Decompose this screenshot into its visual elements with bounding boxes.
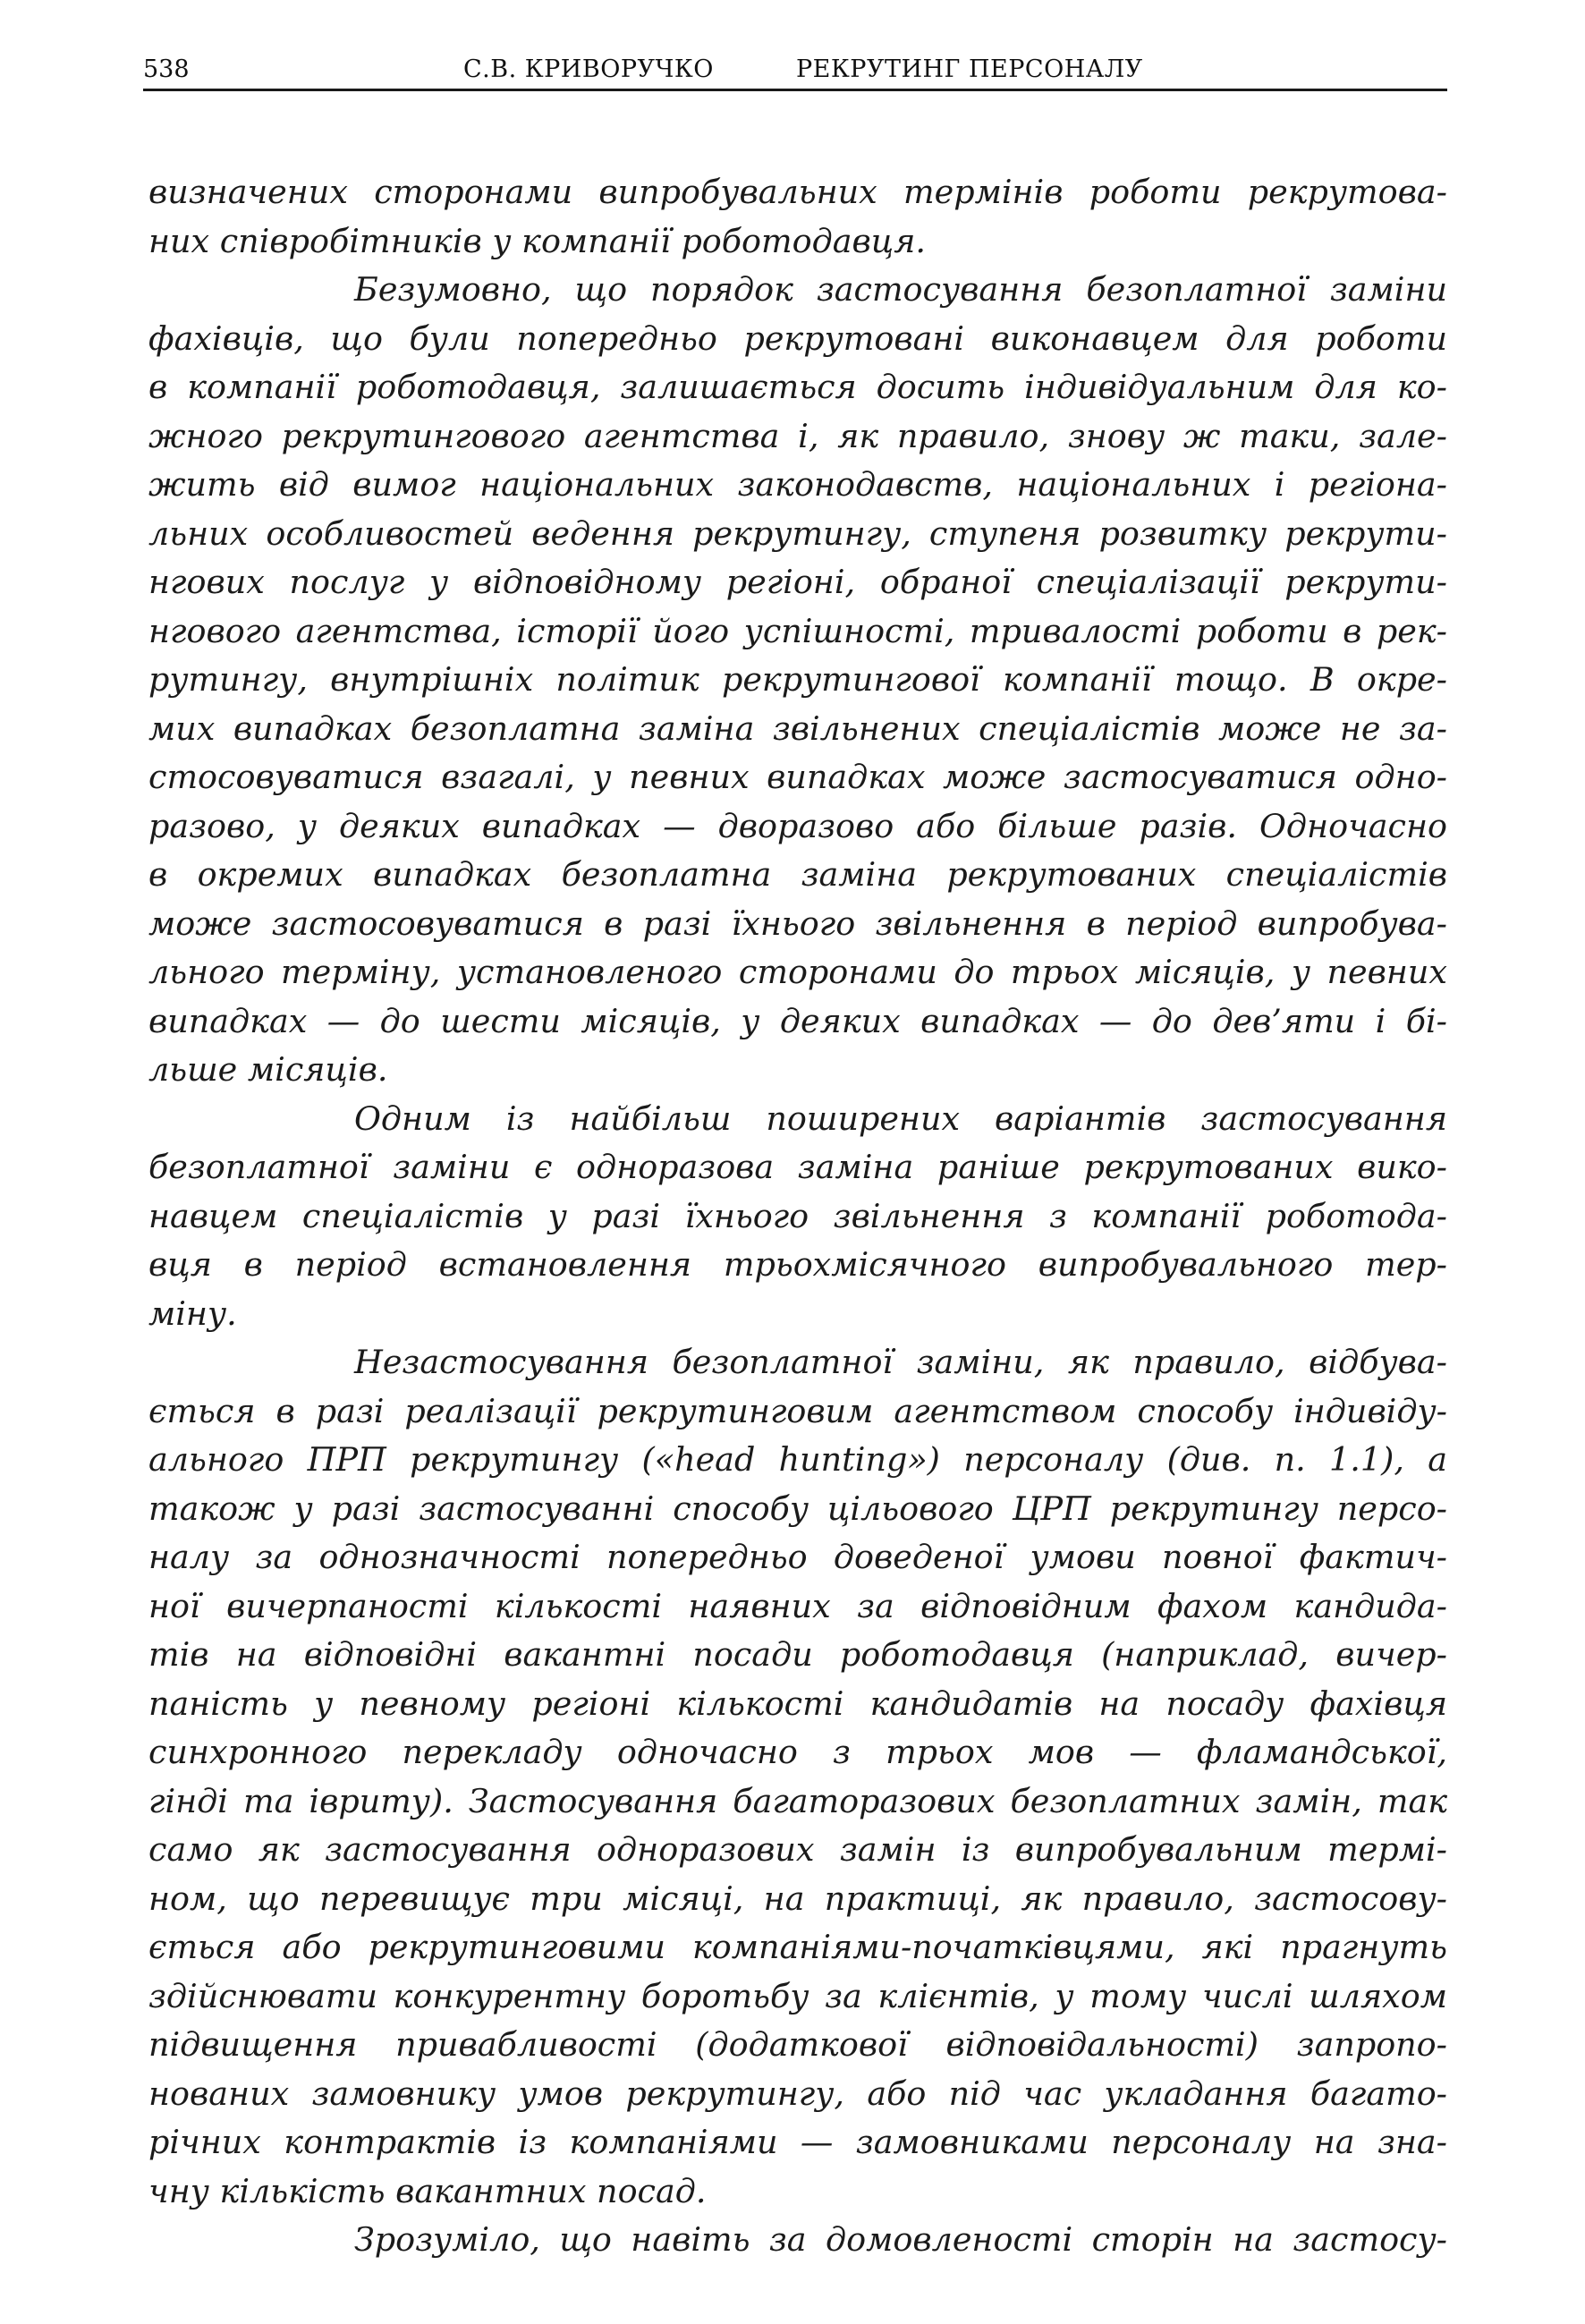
text-line: тів на відповідні вакантні посади роботодавця (наприклад, вичер- bbox=[148, 1635, 1447, 1674]
text-line: ном, що перевищує три місяці, на практиці, як правило, застосову- bbox=[148, 1879, 1447, 1918]
text-line: також у разі застосуванні способу цільового ЦРП рекрутингу персо- bbox=[148, 1489, 1447, 1528]
text-line: них співробітників у компанії роботодавця. bbox=[148, 221, 926, 260]
running-header bbox=[143, 47, 1447, 91]
text-line: мих випадках безоплатна заміна звільнених спеціалістів може не за- bbox=[148, 708, 1447, 748]
text-line: в окремих випадках безоплатна заміна рекрутованих спеціалістів bbox=[148, 855, 1447, 894]
text-line: стосовуватися взагалі, у певних випадках може застосуватися одно- bbox=[148, 758, 1447, 796]
text-line: жного рекрутингового агентства і, як правило, знову ж таки, зале- bbox=[148, 416, 1447, 455]
text-line: нгового агентства, історії його успішності, тривалості роботи в рек- bbox=[148, 611, 1447, 650]
text-line: ального ПРП рекрутингу («head hunting») персоналу (див. п. 1.1), а bbox=[148, 1440, 1447, 1479]
text-line: синхронного перекладу одночасно з трьох мов — фламандської, bbox=[148, 1733, 1447, 1771]
text-line: в компанії роботодавця, залишається досить індивідуальним для ко- bbox=[148, 368, 1447, 406]
text-line: здійснювати конкурентну боротьбу за клієнтів, у тому числі шляхом bbox=[148, 1976, 1447, 2015]
text-line: річних контрактів із компаніями — замовниками персоналу на зна- bbox=[148, 2123, 1447, 2161]
text-line: ється або рекрутинговими компаніями-початківцями, які прагнуть bbox=[148, 1928, 1447, 1966]
text-line: підвищення привабливості (додаткової відповідальності) запропо- bbox=[148, 2025, 1447, 2064]
text-line: паність у певному регіоні кількості кандидатів на посаду фахівця bbox=[148, 1684, 1447, 1723]
text-line: вця в період встановлення трьохмісячного випробувального тер- bbox=[148, 1245, 1447, 1284]
text-line: налу за однозначності попередньо доведеної умови повної фактич- bbox=[148, 1538, 1447, 1576]
header-rule bbox=[143, 89, 1447, 91]
text-line: само як застосування одноразових замін із випробувальним термі- bbox=[148, 1830, 1447, 1869]
text-line: жить від вимог національних законодавств, національних і регіона- bbox=[148, 465, 1447, 504]
text-line: випадках — до шести місяців, у деяких випадках — до дев’яти і бі- bbox=[148, 1001, 1447, 1040]
body-text bbox=[148, 168, 1447, 2265]
text-line: визначених сторонами випробувальних термінів роботи рекрутова- bbox=[148, 173, 1447, 211]
text-line: ється в разі реалізації рекрутинговим агентством способу індивіду- bbox=[148, 1391, 1447, 1430]
text-line: нгових послуг у відповідному регіоні, обраної спеціалізації рекрути- bbox=[148, 563, 1447, 601]
text-line: льного терміну, установленого сторонами до трьох місяців, у певних bbox=[148, 953, 1447, 991]
text-line: нованих замовнику умов рекрутингу, або під час укладання багато- bbox=[148, 2074, 1447, 2113]
text-line: льних особливостей ведення рекрутингу, ступеня розвитку рекрути- bbox=[148, 513, 1447, 553]
text-line: Безумовно, що порядок застосування безоплатної заміни bbox=[354, 270, 1447, 309]
text-line: може застосовуватися в разі їхнього звільнення в період випробува- bbox=[148, 903, 1447, 943]
header-title: РЕКРУТИНГ ПЕРСОНАЛУ bbox=[796, 55, 1143, 83]
text-line: ної вичерпаності кількості наявних за відповідним фахом кандида- bbox=[148, 1586, 1447, 1625]
text-line: фахівців, що були попередньо рекрутовані виконавцем для роботи bbox=[148, 318, 1447, 358]
text-line: Одним із найбільш поширених варіантів застосування bbox=[354, 1098, 1447, 1138]
text-line: Зрозуміло, що навіть за домовленості сторін на застосу- bbox=[354, 2220, 1447, 2259]
text-line: льше місяців. bbox=[148, 1050, 388, 1089]
text-line: міну. bbox=[148, 1293, 237, 1333]
text-line: гінді та івриту). Застосування багаторазових безоплатних замін, так bbox=[148, 1781, 1447, 1820]
text-line: рутингу, внутрішніх політик рекрутингової компанії тощо. В окре- bbox=[148, 660, 1447, 699]
header-author: С.В. КРИВОРУЧКО bbox=[463, 55, 714, 83]
text-line: разово, у деяких випадках — дворазово або більше разів. Одночасно bbox=[148, 806, 1447, 845]
page-number: 538 bbox=[143, 55, 190, 83]
text-line: навцем спеціалістів у разі їхнього звільнення з компанії роботода- bbox=[148, 1196, 1447, 1235]
text-line: чну кількість вакантних посад. bbox=[148, 2171, 707, 2210]
text-line: Незастосування безоплатної заміни, як правило, відбува- bbox=[354, 1343, 1447, 1381]
text-line: безоплатної заміни є одноразова заміна раніше рекрутованих вико- bbox=[148, 1148, 1447, 1186]
